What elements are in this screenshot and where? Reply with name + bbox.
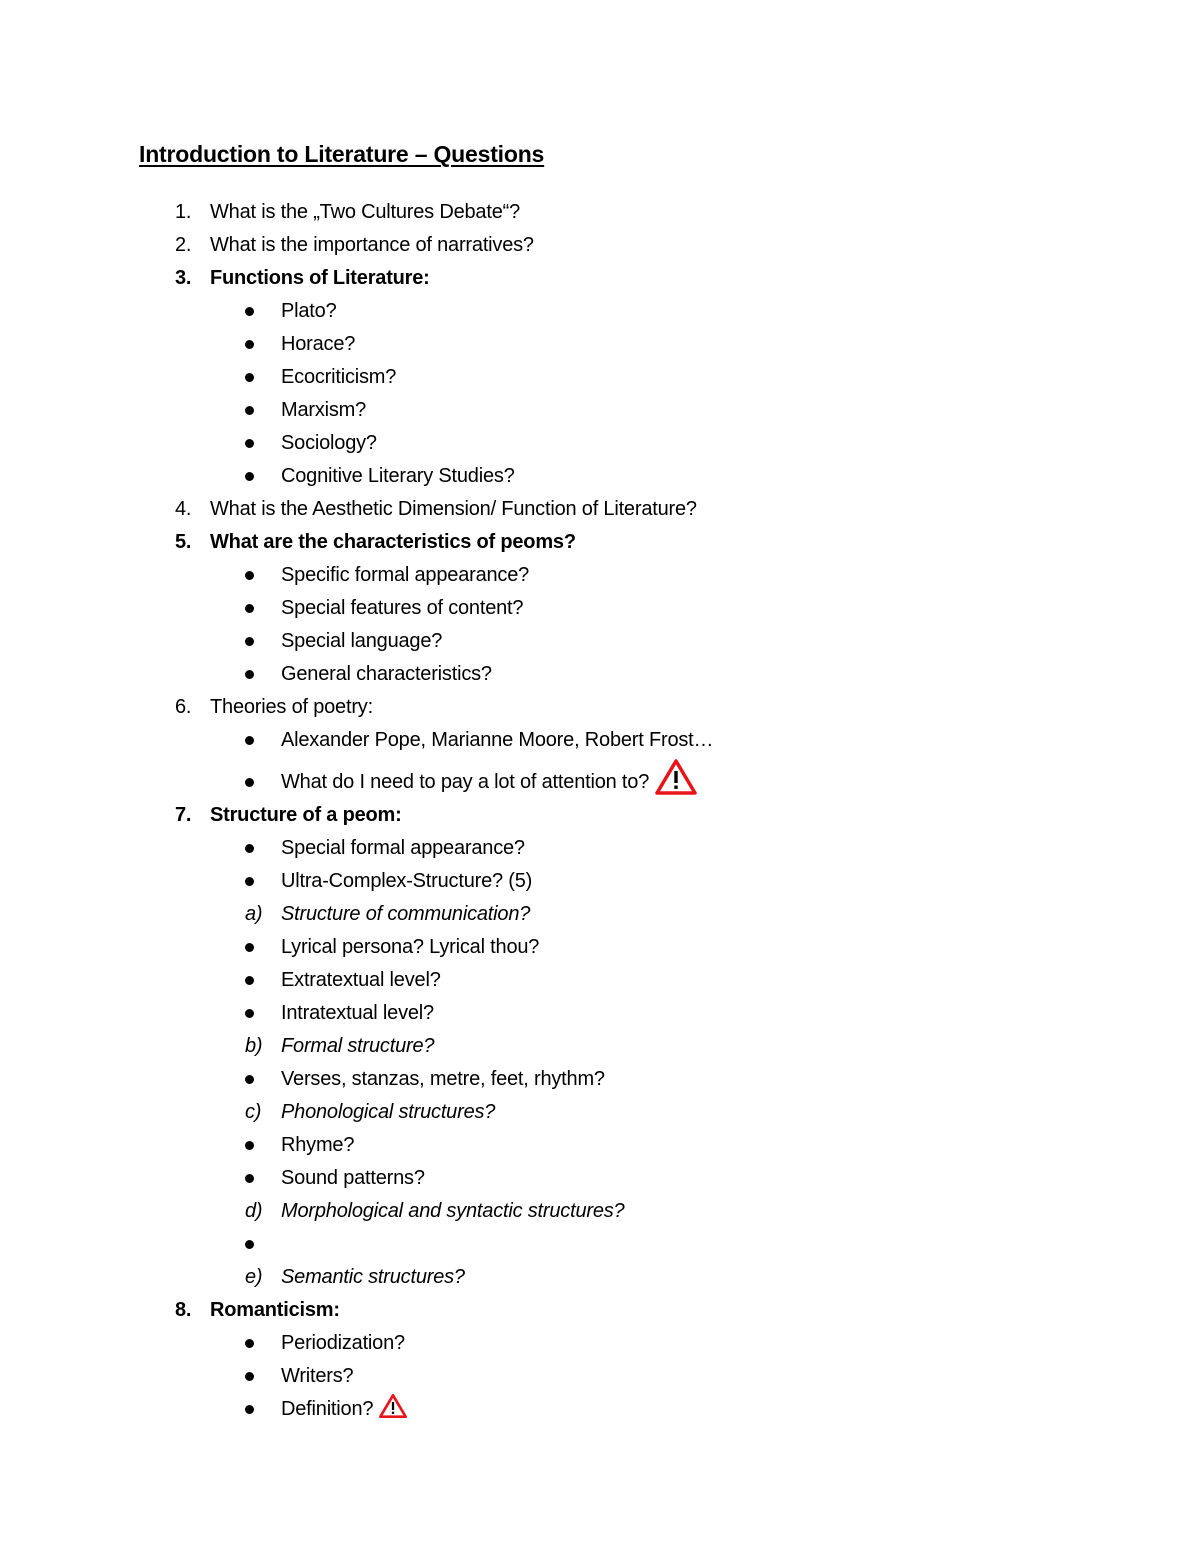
list-item-text: Cognitive Literary Studies? xyxy=(281,465,515,487)
list-item-text: Special language? xyxy=(281,630,443,652)
bullet-icon xyxy=(245,307,254,316)
list-item-text: Lyrical persona? Lyrical thou? xyxy=(281,936,540,958)
bullet-icon xyxy=(245,406,254,415)
list-item-text: Marxism? xyxy=(281,399,367,421)
question-number: 5. xyxy=(175,531,192,553)
lettered-item-text: Semantic structures? xyxy=(281,1266,465,1288)
question-text: Functions of Literature: xyxy=(210,267,430,289)
list-item-text: Specific formal appearance? xyxy=(281,564,530,586)
question-number: 2. xyxy=(175,234,192,256)
list-item xyxy=(0,1164,1200,1192)
list-item xyxy=(0,966,1200,994)
lettered-item xyxy=(0,900,1200,928)
bullet-icon xyxy=(245,1174,254,1183)
list-item xyxy=(0,330,1200,358)
bullet-icon xyxy=(245,637,254,646)
warning-triangle-icon xyxy=(655,759,697,795)
question-number: 7. xyxy=(175,804,192,826)
list-item xyxy=(0,1395,1200,1423)
list-item-text: Verses, stanzas, metre, feet, rhythm? xyxy=(281,1068,605,1090)
list-item-text: Sound patterns? xyxy=(281,1167,425,1189)
list-item-with-warning xyxy=(281,768,697,796)
bullet-icon xyxy=(245,670,254,679)
bullet-icon xyxy=(245,1405,254,1414)
question-text: Theories of poetry: xyxy=(210,696,373,718)
list-item-text: Plato? xyxy=(281,300,337,322)
question-4 xyxy=(0,495,1200,523)
question-text: What are the characteristics of peoms? xyxy=(210,531,576,553)
list-item xyxy=(0,363,1200,391)
bullet-icon xyxy=(245,1075,254,1084)
bullet-icon xyxy=(245,1141,254,1150)
lettered-item-text: Morphological and syntactic structures? xyxy=(281,1200,625,1222)
list-item-text: Definition? xyxy=(281,1398,374,1420)
list-item xyxy=(0,1131,1200,1159)
bullet-icon xyxy=(245,1372,254,1381)
question-number: 4. xyxy=(175,498,192,520)
lettered-item xyxy=(0,1197,1200,1225)
question-2 xyxy=(0,231,1200,259)
list-item-text: Rhyme? xyxy=(281,1134,355,1156)
list-item-text: Sociology? xyxy=(281,432,377,454)
list-item-text: What do I need to pay a lot of attention to? xyxy=(281,771,650,793)
list-item-text: Periodization? xyxy=(281,1332,405,1354)
bullet-icon xyxy=(245,373,254,382)
list-item-text: Ultra-Complex-Structure? (5) xyxy=(281,870,533,892)
list-item-text: General characteristics? xyxy=(281,663,492,685)
bullet-icon xyxy=(245,439,254,448)
bullet-icon xyxy=(245,877,254,886)
question-text: What is the „Two Cultures Debate“? xyxy=(210,201,520,223)
list-item-text: Special features of content? xyxy=(281,597,524,619)
question-1 xyxy=(0,198,1200,226)
lettered-item-text: Formal structure? xyxy=(281,1035,435,1057)
list-item xyxy=(0,834,1200,862)
bullet-icon xyxy=(245,778,254,787)
list-item xyxy=(0,396,1200,424)
question-6 xyxy=(0,693,1200,721)
list-item xyxy=(0,999,1200,1027)
question-text: Structure of a peom: xyxy=(210,804,402,826)
list-item-text: Writers? xyxy=(281,1365,354,1387)
list-item-text: Alexander Pope, Marianne Moore, Robert Frost… xyxy=(281,729,714,751)
bullet-icon xyxy=(245,340,254,349)
list-item xyxy=(0,297,1200,325)
question-7 xyxy=(0,801,1200,829)
list-item xyxy=(0,627,1200,655)
bullet-icon xyxy=(245,472,254,481)
list-item-text: Ecocriticism? xyxy=(281,366,397,388)
item-letter: d) xyxy=(245,1200,263,1222)
bullet-icon xyxy=(245,844,254,853)
question-number: 8. xyxy=(175,1299,192,1321)
question-5 xyxy=(0,528,1200,556)
item-letter: b) xyxy=(245,1035,263,1057)
list-item-text: Extratextual level? xyxy=(281,969,441,991)
list-item-text: Intratextual level? xyxy=(281,1002,434,1024)
list-item xyxy=(0,429,1200,457)
bullet-icon xyxy=(245,1240,254,1249)
question-text: What is the importance of narratives? xyxy=(210,234,534,256)
question-number: 3. xyxy=(175,267,192,289)
bullet-icon xyxy=(245,943,254,952)
bullet-icon xyxy=(245,976,254,985)
list-item xyxy=(0,594,1200,622)
page-title: Introduction to Literature – Questions xyxy=(139,141,545,167)
question-3 xyxy=(0,264,1200,292)
bullet-icon xyxy=(245,571,254,580)
lettered-item-text: Phonological structures? xyxy=(281,1101,496,1123)
list-item xyxy=(0,1230,1200,1258)
list-item xyxy=(0,1065,1200,1093)
lettered-item xyxy=(0,1098,1200,1126)
bullet-icon xyxy=(245,736,254,745)
list-item xyxy=(0,768,1200,796)
question-number: 6. xyxy=(175,696,192,718)
item-letter: c) xyxy=(245,1101,262,1123)
question-text: What is the Aesthetic Dimension/ Function of Literature? xyxy=(210,498,697,520)
bullet-icon xyxy=(245,1009,254,1018)
question-text: Romanticism: xyxy=(210,1299,340,1321)
lettered-item-text: Structure of communication? xyxy=(281,903,531,925)
list-item-text: Horace? xyxy=(281,333,356,355)
list-item-with-warning xyxy=(281,1395,407,1423)
list-item xyxy=(0,1329,1200,1357)
item-letter: a) xyxy=(245,903,263,925)
list-item xyxy=(0,561,1200,589)
lettered-item xyxy=(0,1263,1200,1291)
list-item xyxy=(0,933,1200,961)
list-item xyxy=(0,726,1200,754)
list-item-text: Special formal appearance? xyxy=(281,837,525,859)
list-item xyxy=(0,1362,1200,1390)
list-item xyxy=(0,867,1200,895)
bullet-icon xyxy=(245,1339,254,1348)
lettered-item xyxy=(0,1032,1200,1060)
item-letter: e) xyxy=(245,1266,263,1288)
list-item xyxy=(0,462,1200,490)
bullet-icon xyxy=(245,604,254,613)
question-8 xyxy=(0,1296,1200,1324)
question-number: 1. xyxy=(175,201,192,223)
warning-triangle-icon xyxy=(379,1394,407,1418)
list-item xyxy=(0,660,1200,688)
